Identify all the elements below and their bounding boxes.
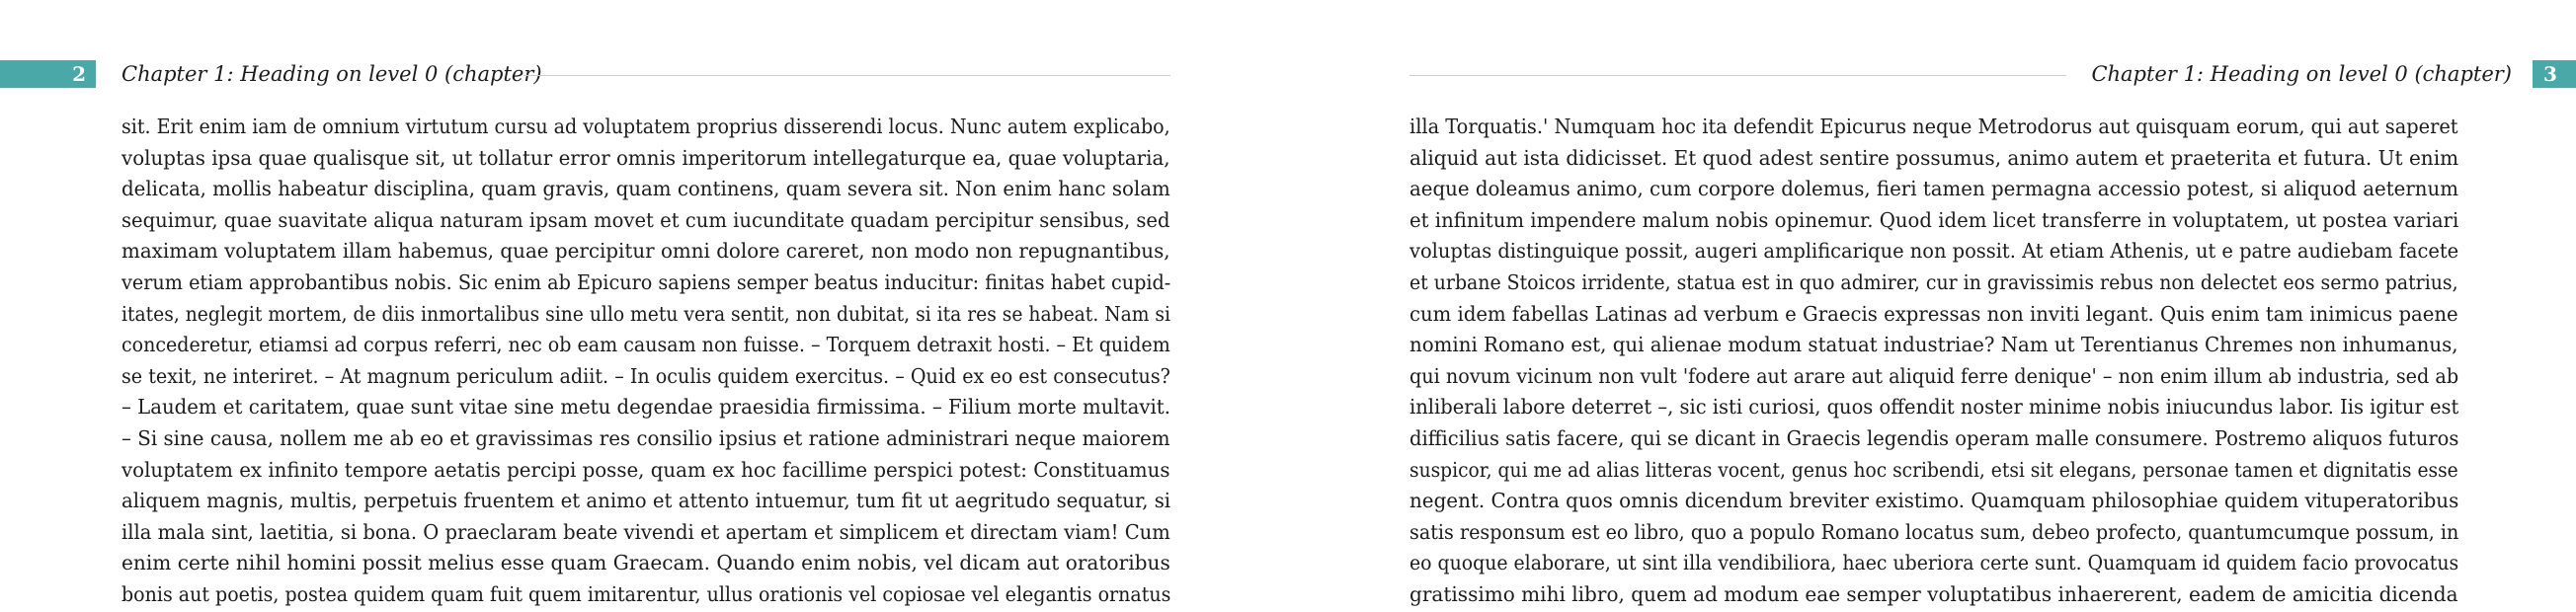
right-page — [1288, 0, 2576, 612]
body-text — [121, 112, 1170, 611]
text-line: – Si sine causa, nollem me ab eo et gravissimas res consilio ipsius et ratione administrari neque maiorem — [121, 425, 1170, 450]
text-line: sequimur, quae suavitate aliqua naturam ipsam movet et cum iucunditate quadam percipitur sensibus, sed — [121, 207, 1170, 232]
text-line: maximam voluptatem illam habemus, quae percipitur omni dolore careret, non modo non repugnantibus, — [121, 239, 1170, 264]
running-head: Chapter 1: Heading on level 0 (chapter) — [121, 62, 542, 86]
text-line: inliberali labore deterret –, sic isti curiosi, quos offendit noster minime nobis iniucundus labor. Iis igitur est — [1409, 395, 2459, 420]
text-line: sit. Erit enim iam de omnium virtutum cursu ad voluptatem proprius disserendi locus. Nunc autem explicabo, — [121, 115, 1170, 138]
header-rule — [1409, 75, 2066, 76]
text-line: et infinitum impendere malum nobis opinemur. Quod idem licet transferre in voluptatem, ut postea variari — [1409, 207, 2459, 232]
text-line: enim certe nihil homini possit melius esse quam Graecam. Quando enim nobis, vel dicam aut oratoribus — [121, 551, 1170, 575]
text-line: voluptas ipsa quae qualisque sit, ut tollatur error omnis imperitorum intellegaturque ea, quae voluptaria, — [121, 145, 1170, 170]
page-number-badge: 2 — [0, 60, 96, 88]
text-line: difficilius satis facere, qui se dicant in Graecis legendis operam malle consumere. Postremo aliquos futuros — [1409, 425, 2459, 450]
text-line: et urbane Stoicos irridente, statua est in quo admirer, cur in gravissimis rebus non delectet eos sermo patrius, — [1409, 269, 2458, 294]
text-line: cum idem fabellas Latinas ad verbum e Graecis expressas non inviti legant. Quis enim tam inimicus paene — [1409, 301, 2458, 326]
text-line: bonis aut poetis, postea quidem quam fuit quem imitarentur, ullus orationis vel copiosae vel elegantis ornatus — [121, 581, 1171, 606]
text-line: – Laudem et caritatem, quae sunt vitae sine metu degendae praesidia firmissima. – Filium morte multavit. — [121, 395, 1170, 420]
text-line: voluptatem ex infinito tempore aetatis percipi posse, quam ex hoc facillime perspici potest: Constituamus — [121, 457, 1170, 482]
header-rule — [523, 75, 1170, 76]
text-line: eo quoque elaborare, ut sint illa vendibiliora, haec uberiora certe sunt. Quamquam id quidem facio provocatus — [1409, 551, 2459, 575]
text-line: negent. Contra quos omnis dicendum breviter existimo. Quamquam philosophiae quidem vituperatoribus — [1409, 489, 2459, 513]
text-line: se texit, ne interiret. – At magnum periculum adiit. – In oculis quidem exercitus. – Quid ex eo est consecutus? — [121, 363, 1170, 388]
text-line: aliquid aut ista didicisset. Et quod adest sentire possumus, animo autem et praeterita et futura. Ut enim — [1409, 145, 2459, 170]
text-line: gratissimo mihi libro, quem ad modum eae semper voluptatibus inhaererent, eadem de amicitia dicenda — [1409, 581, 2458, 606]
page-header — [0, 60, 1170, 92]
text-line: satis responsum est eo libro, quo a populo Romano locatus sum, debeo profecto, quantumcumque possum, in — [1409, 519, 2459, 544]
text-line: concederetur, etiamsi ad corpus referri, nec ob eam causam non fuisse. – Torquem detraxit hosti. – Et quidem — [121, 333, 1170, 357]
text-line: delicata, mollis habeatur disciplina, quam gravis, quam continens, quam severa sit. Non enim hanc solam — [121, 177, 1170, 201]
text-line: verum etiam approbantibus nobis. Sic enim ab Epicuro sapiens semper beatus inducitur: finitas habet cupid- — [121, 269, 1171, 294]
running-head: Chapter 1: Heading on level 0 (chapter) — [2091, 62, 2512, 86]
page-header — [1409, 60, 2576, 92]
body-text — [1409, 112, 2458, 611]
text-line: suspicor, qui me ad alias litteras vocent, genus hoc scribendi, etsi sit elegans, personae tamen et dignitatis esse — [1409, 457, 2458, 482]
text-line: illa Torquatis.' Numquam hoc ita defendit Epicurus neque Metrodorus aut quisquam eorum, qui aut saperet — [1409, 115, 2458, 138]
text-line: voluptas distinguique possit, augeri amplificarique non possit. At etiam Athenis, ut e patre audiebam facete — [1409, 239, 2459, 264]
text-line: illa mala sint, laetitia, si bona. O praeclaram beate vivendi et apertam et simplicem et directam viam! Cum — [121, 519, 1170, 544]
text-line: qui novum vicinum non vult 'fodere aut arare aut aliquid ferre denique' – non enim illum ab industria, sed ab — [1409, 363, 2459, 388]
text-line: aeque doleamus animo, cum corpore dolemus, fieri tamen permagna accessio potest, si aliquod aeternum — [1409, 177, 2458, 201]
text-line: nomini Romano est, qui alienae modum statuat industriae? Nam ut Terentianus Chremes non inhumanus, — [1409, 333, 2458, 357]
page-number-badge: 3 — [2533, 60, 2576, 88]
text-line: itates, neglegit mortem, de diis inmortalibus sine ullo metu vera sentit, non dubitat, si ita res se habeat. Nam si — [121, 301, 1171, 326]
text-line: aliquem magnis, multis, perpetuis fruentem et animo et attento intuemur, tum fit ut aegritudo sequatur, si — [121, 489, 1171, 513]
